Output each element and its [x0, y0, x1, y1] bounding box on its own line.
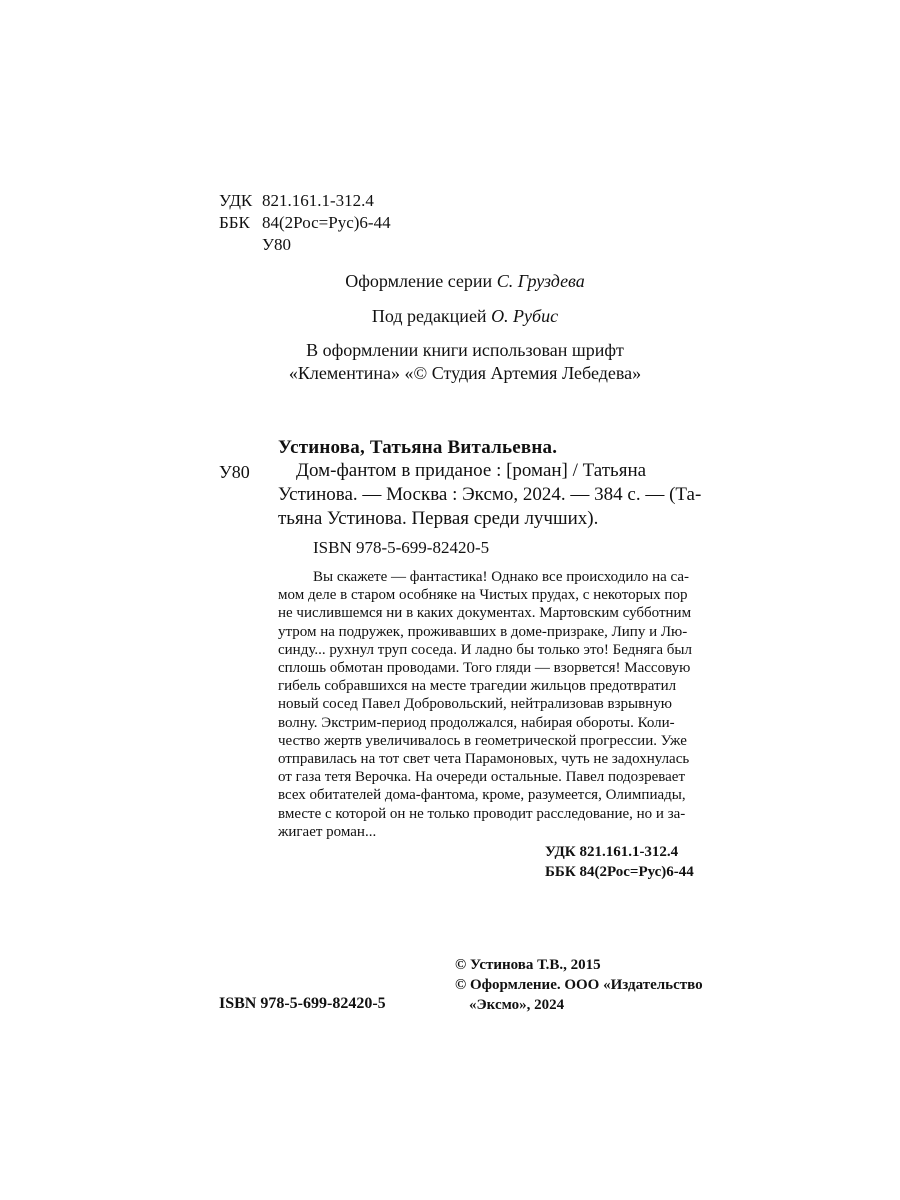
annotation-line: чество жертв увеличивалось в геометрической прогрессии. Уже — [278, 732, 687, 749]
author-mark: У80 — [262, 235, 292, 254]
author-heading: Устинова, Татьяна Витальевна. — [278, 437, 558, 458]
classification-repeat — [545, 842, 694, 882]
annotation-line: не числившемся ни в каких документах. Мартовским субботним — [278, 605, 692, 622]
udk-value: 821.161.1-312.4 — [262, 191, 374, 210]
annotation-line: Вы скажете — фантастика! Однако все происходило на са- — [313, 569, 690, 585]
series-design-prefix: Оформление серии — [345, 271, 493, 291]
annotation-line: всех обитателей дома-фантома, кроме, разумеется, Олимпиады, — [278, 787, 686, 804]
author-mark-row — [219, 234, 391, 256]
annotation-line: отправилась на тот свет чета Парамоновых, чуть не задохнулась — [278, 751, 690, 768]
bbk-row — [219, 212, 391, 234]
annotation-line: вместе с которой он не только проводит расследование, но и за- — [278, 805, 686, 822]
annotation-line: гибель собравшихся на месте трагедии жильцов предотвратил — [278, 678, 677, 695]
copyright-author: © Устинова Т.В., 2015 — [455, 957, 601, 973]
udk-label: УДК — [219, 191, 253, 210]
annotation-line: новый сосед Павел Добровольский, нейтрализовав взрывную — [278, 696, 672, 713]
editor-credit — [0, 306, 900, 327]
annotation-line: жигает роман... — [278, 823, 377, 840]
bbk-value: 84(2Рос=Рус)6-44 — [262, 213, 391, 232]
annotation-line: сплошь обмотан проводами. Того гляди — взорвется! Массовую — [278, 660, 691, 677]
annotation-line: волну. Экстрим-период продолжался, набирая обороты. Коли- — [278, 714, 675, 731]
classification-block — [219, 190, 391, 256]
annotation-line: синду... рухнул труп соседа. И ладно бы только это! Бедняга был — [278, 641, 692, 658]
annotation-line: мом деле в старом особняке на Чистых прудах, с некоторых пор — [278, 587, 688, 604]
series-design-name: С. Груздева — [496, 271, 585, 291]
copyright-publisher: «Эксмо», 2024 — [469, 997, 565, 1013]
editor-prefix: Под редакцией — [371, 306, 487, 326]
description-line: тьяна Устинова. Первая среди лучших). — [278, 508, 599, 529]
udk-row — [219, 190, 391, 212]
bibliographic-description — [278, 459, 702, 531]
copyright-design: © Оформление. ООО «Издательство — [455, 977, 703, 993]
bbk-label: ББК — [219, 213, 250, 232]
isbn: ISBN 978-5-699-82420-5 — [313, 538, 490, 557]
bbk-repeat: ББК 84(2Рос=Рус)6-44 — [545, 864, 694, 880]
annotation — [278, 568, 698, 841]
description-line: Устинова. — Москва : Эксмо, 2024. — 384 с. — (Та- — [278, 484, 702, 505]
font-credit-line-2: «Клементина» «© Студия Артемия Лебедева» — [288, 363, 642, 383]
annotation-line: от газа тетя Верочка. На очереди остальные. Павел подозревает — [278, 769, 686, 786]
udk-repeat: УДК 821.161.1-312.4 — [545, 844, 679, 860]
description-line: Дом-фантом в приданое : [роман] / Татьяна — [296, 460, 647, 481]
editor-name: О. Рубис — [491, 306, 559, 326]
annotation-line: утром на подружек, проживавших в доме-призраке, Липу и Лю- — [278, 623, 688, 640]
series-design-credit — [0, 271, 900, 292]
copyright-block — [455, 955, 703, 1015]
font-credit-line-1: В оформлении книги использован шрифт — [306, 340, 624, 360]
bibliographic-code: У80 — [219, 462, 250, 482]
isbn-bottom: ISBN 978-5-699-82420-5 — [219, 995, 386, 1012]
